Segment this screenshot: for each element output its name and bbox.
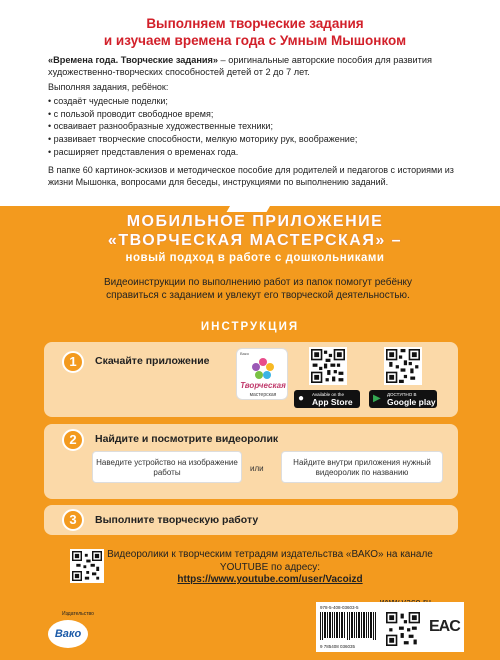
publisher-label: Издательство [62, 611, 94, 617]
app-icon-brand: Вако [240, 351, 249, 356]
instruction-title: ИНСТРУКЦИЯ [200, 321, 300, 333]
list-item: • развивает творческие способности, мелкую моторику рук, воображение; [48, 133, 468, 146]
lead-text: Выполняя задания, ребёнок: [48, 82, 169, 92]
eac-mark: EAC [429, 618, 460, 635]
scan-option: Наведите устройство на изображение работы [92, 451, 242, 483]
app-store-button[interactable]: ● Available on the App Store [294, 390, 360, 408]
step-label: Выполните творческую работу [95, 514, 259, 526]
barcode-digits: 9 785408 036035 [320, 644, 356, 649]
step-number: 2 [62, 429, 84, 451]
barcode-icon [320, 612, 378, 644]
list-item: • создаёт чудесные поделки; [48, 95, 468, 108]
app-icon-name: Творческая [240, 381, 286, 390]
list-item: • осваивает разнообразные художественные техники; [48, 120, 468, 133]
intro-text: «Времена года. Творческие задания» – оригинальные авторские пособия для развития художественно-творческих способностей детей от 2 до 7 лет. [48, 55, 432, 77]
footer-qr-icon [386, 612, 420, 651]
app-heading: МОБИЛЬНОЕ ПРИЛОЖЕНИЕ «ТВОРЧЕСКАЯ МАСТЕРСКАЯ» – [107, 213, 403, 249]
apple-icon: ● [298, 393, 305, 404]
step-1-panel [44, 342, 458, 417]
youtube-link[interactable]: https://www.youtube.com/user/Vacoizd [177, 574, 363, 585]
folder-text: В папке 60 картинок-эскизов и методическое пособие для родителей и педагогов с историями из жизни Мышонка, вопросами для беседы, инструкциями по выполнению заданий. [48, 165, 454, 187]
benefits-list [48, 95, 468, 159]
or-label: или [250, 464, 264, 473]
video-instructions-text: Видеоинструкции по выполнению работ из папок помогут ребёнку справиться с заданием и увлекут его творческой деятельностью. [103, 277, 413, 301]
step-label: Найдите и посмотрите видеоролик [95, 433, 279, 445]
list-item: • расширяет представления о временах года. [48, 146, 468, 159]
play-icon: ▶ [373, 393, 381, 404]
app-icon-subname: мастерская [249, 392, 277, 398]
step-number: 3 [62, 509, 84, 531]
flower-icon [251, 357, 275, 381]
brand-name: Вако [54, 628, 82, 640]
youtube-qr-icon[interactable] [70, 549, 104, 583]
app-subheading: новый подход в работе с дошкольниками [125, 252, 385, 264]
step-label: Скачайте приложение [95, 355, 210, 367]
google-play-button[interactable]: ▶ ДОСТУПНО В Google play [369, 390, 437, 408]
qr-code-icon[interactable] [309, 347, 347, 385]
step-3-panel [44, 505, 458, 535]
page-title: Выполняем творческие задания и изучаем времена года с Умным Мышонком [103, 16, 407, 48]
list-item: • с пользой проводит свободное время; [48, 108, 468, 121]
step-number: 1 [62, 351, 84, 373]
youtube-text: Видеоролики к творческим тетрадям издательства «ВАКО» на канале YOUTUBE по адресу: [107, 549, 433, 573]
isbn-text: 978-5-408-03603-5 [320, 605, 359, 610]
step-2-panel [44, 424, 458, 499]
qr-code-icon[interactable] [384, 347, 422, 385]
panel-notch [227, 200, 274, 212]
search-option: Найдите внутри приложения нужный видеоролик по названию [281, 451, 443, 483]
publisher-logo [48, 611, 94, 648]
app-icon[interactable] [236, 348, 288, 400]
